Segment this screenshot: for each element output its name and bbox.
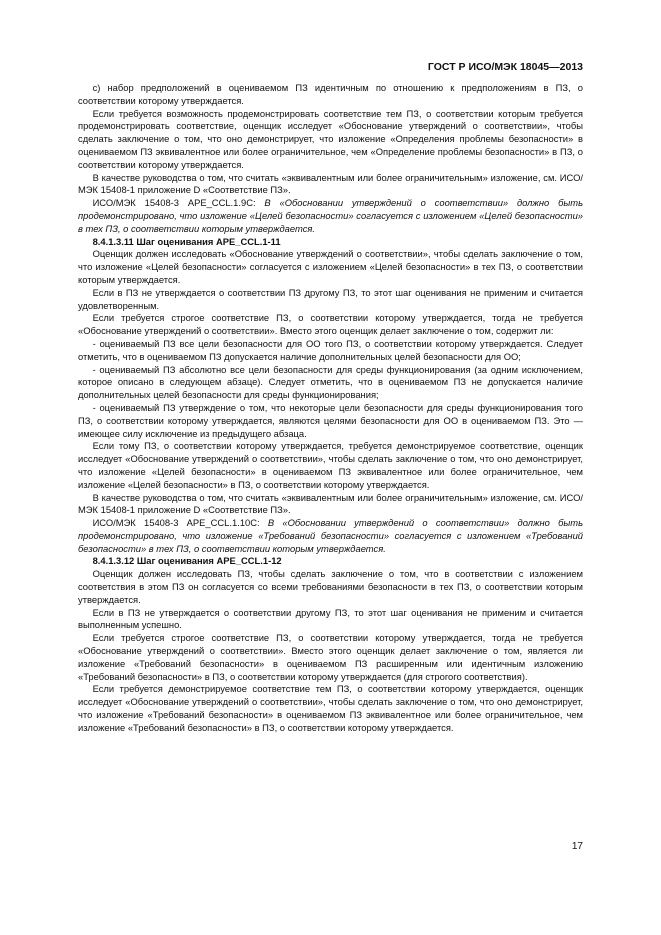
list-item: - оцениваемый ПЗ все цели безопасности для ОО того ПЗ, о соответствии которому утверждается. Следует отметить, что в оцениваемом ПЗ допускается наличие дополнительных целей безопасности для ОО; xyxy=(78,337,583,362)
paragraph: Если в ПЗ не утверждается о соответствии ПЗ другому ПЗ, то этот шаг оценивания не применим и считается удовлетворенным. xyxy=(78,286,583,311)
requirement-text: В «Обосновании утверждений о соответствии» должно быть продемонстрировано, что изложение «Требований безопасности» согласуется с изложением «Требований безопасности» в тех ПЗ, о соответствии которым утверждается. xyxy=(78,517,583,554)
paragraph: Оценщик должен исследовать ПЗ, чтобы сделать заключение о том, что в соответствии с изложением соответствия в этом ПЗ он согласуется со всеми требованиями безопасности в тех ПЗ, о соответствии которым утверждается. xyxy=(78,568,583,605)
requirement-ref: ИСО/МЭК 15408-3 APE_CCL.1.9C: xyxy=(92,197,265,209)
section-heading: 8.4.1.3.12 Шаг оценивания APE_CCL.1-12 xyxy=(92,555,282,567)
list-item: - оцениваемый ПЗ утверждение о том, что некоторые цели безопасности для среды функционирования того ПЗ, о соответствии которому утверждается, являются целями безопасности для ОО в оцениваемом ПЗ. Это — имеющее силу исключение из предыдущего абзаца. xyxy=(78,401,583,439)
paragraph: Если требуется строгое соответствие ПЗ, о соответствии которому утверждается, тогда не требуется «Обоснование утверждений о соответствии». Вместо этого оценщик делает заключение о том, содержит ли: xyxy=(78,312,583,337)
paragraph: Если тому ПЗ, о соответствии которому утверждается, требуется демонстрируемое соответствие, оценщик исследует «Обоснование утверждений о соответствии», чтобы сделать заключение о том, что оно демонстрирует, что изложение «Целей безопасности» в оцениваемом ПЗ эквивалентное или более ограничительное, чем изложение «Целей безопасности» в ПЗ, о соответствии которому утверждается. xyxy=(78,440,583,490)
requirement-ref: ИСО/МЭК 15408-3 APE_CCL.1.10C: xyxy=(92,517,268,529)
paragraph: Оценщик должен исследовать «Обоснование утверждений о соответствии», чтобы сделать заключение о том, что изложение «Целей безопасности» согласуется с изложением «Целей безопасности» в тех ПЗ, о соответствии которым утверждается. xyxy=(78,248,583,285)
paragraph: В качестве руководства о том, что считать «эквивалентным или более ограничительным» изложение, см. ИСО/МЭК 15408-1 приложение D «Соответствие ПЗ». xyxy=(78,171,583,196)
document-body xyxy=(78,82,583,735)
list-item: - оцениваемый ПЗ абсолютно все цели безопасности для среды функционирования (за одним исключением, которое описано в следующем абзаце). Следует отметить, что в оцениваемом ПЗ не допускается наличие дополнительных целей безопасности для среды функционирования; xyxy=(78,363,583,401)
document-header: ГОСТ Р ИСО/МЭК 18045—2013 xyxy=(427,61,583,73)
requirement-text: В «Обосновании утверждений о соответствии» должно быть продемонстрировано, что изложение «Целей безопасности» согласуется с изложением «Целей безопасности» в тех ПЗ, о соответствии которым утверждается. xyxy=(78,197,583,234)
paragraph xyxy=(78,517,583,555)
paragraph: Если требуется возможность продемонстрировать соответствие тем ПЗ, о соответствии которым требуется продемонстрировать соответствие, оценщик исследует «Обоснование утверждений о соответствии», чтобы сделать заключение о том, что оно демонстрирует, что изложение «Определения проблемы безопасности» в оцениваемом ПЗ эквивалентное или более ограничительное, чем «Определение проблемы безопасности» в ПЗ, о соответствии которому утверждается. xyxy=(78,107,583,170)
paragraph: Если требуется строгое соответствие ПЗ, о соответствии которому утверждается, тогда не требуется «Обоснование утверждений о соответствии». Вместо этого оценщик делает заключение о том, является ли изложение «Требований безопасности» в оцениваемом ПЗ расширенным или идентичным изложению «Требований безопасности» в ПЗ, о соответствии которому утверждается (для строгого соответствия). xyxy=(78,632,583,682)
paragraph: Если в ПЗ не утверждается о соответствии другому ПЗ, то этот шаг оценивания не применим и считается выполненным успешно. xyxy=(78,606,583,631)
paragraph: c) набор предположений в оцениваемом ПЗ идентичным по отношению к предположениям в ПЗ, о соответствии которому утверждается. xyxy=(78,82,583,106)
paragraph: В качестве руководства о том, что считать «эквивалентным или более ограничительным» изложение, см. ИСО/МЭК 15408-1 приложение D «Соответствие ПЗ». xyxy=(78,491,583,516)
page-number: 17 xyxy=(571,841,583,852)
paragraph: Если требуется демонстрируемое соответствие тем ПЗ, о соответствии которому утверждается, оценщик исследует «Обоснование утверждений о соответствии», чтобы сделать заключение о том, что оно демонстрирует, что изложение «Требований безопасности» в оцениваемом ПЗ эквивалентное или более ограничительное, чем изложение «Требований безопасности» в ПЗ, о соответствии которому утверждается. xyxy=(78,683,583,733)
section-heading: 8.4.1.3.11 Шаг оценивания APE_CCL.1-11 xyxy=(92,235,281,247)
paragraph xyxy=(78,197,583,235)
